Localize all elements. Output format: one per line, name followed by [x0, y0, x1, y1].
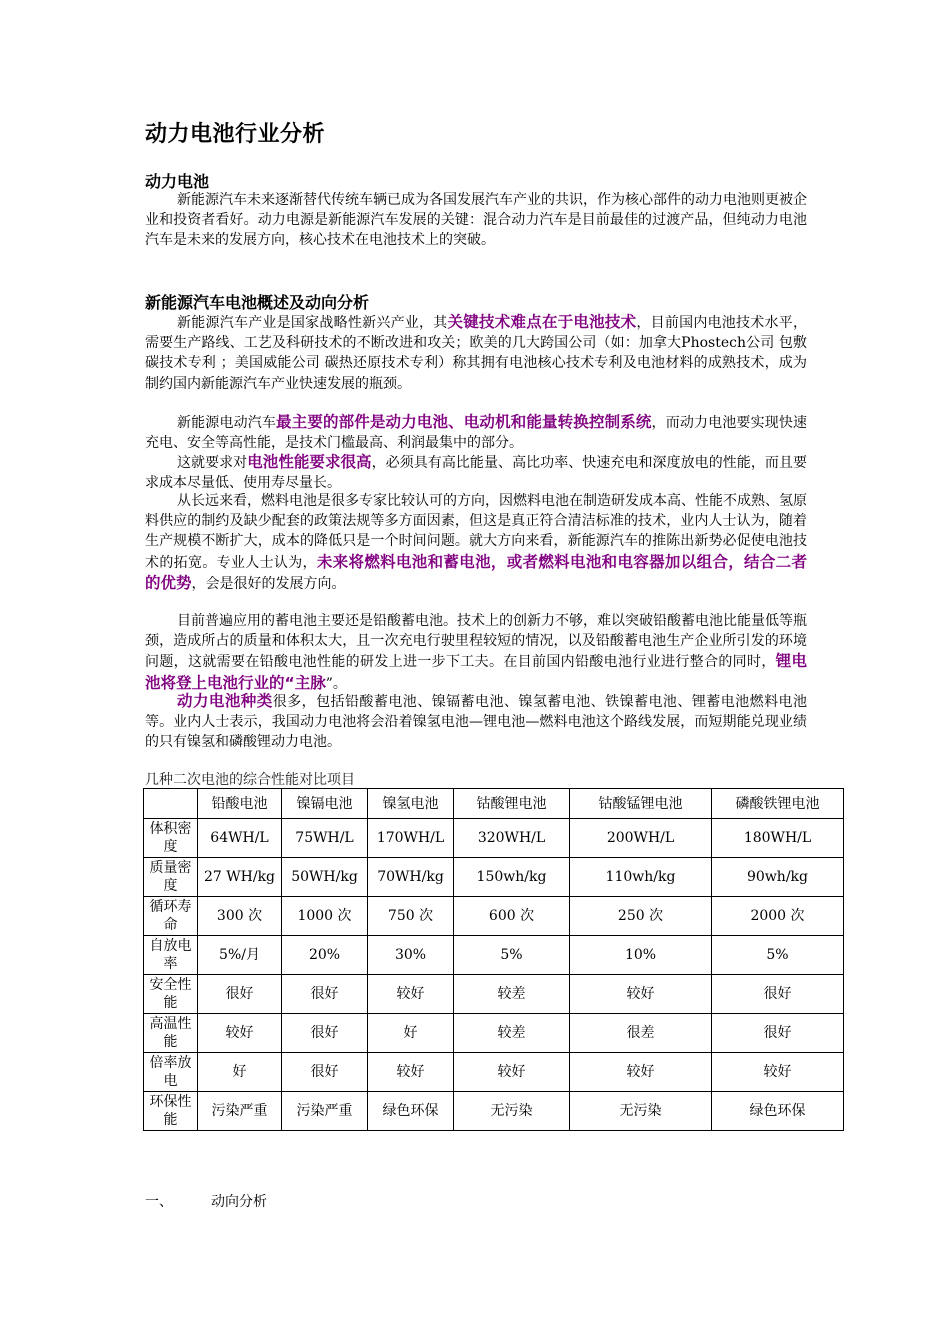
next-section-heading: [145, 1191, 267, 1211]
table-cell: 好: [368, 1014, 454, 1053]
row-label: 自放电率: [144, 936, 198, 975]
table-cell: 5%/月: [198, 936, 282, 975]
paragraph-key-components: [145, 412, 807, 453]
text: ，会是很好的发展方向。: [191, 575, 346, 592]
table-cell: 90wh/kg: [712, 858, 844, 897]
paragraph-battery-types: [145, 691, 807, 753]
table-cell: 320WH/L: [454, 819, 570, 858]
table-row: [144, 1014, 844, 1053]
table-cell: 较好: [712, 1053, 844, 1092]
highlight-text: 锂电池将登上电池行业的“主脉: [145, 652, 807, 692]
table-header-row: [144, 789, 844, 819]
table-cell: 污染严重: [282, 1092, 368, 1131]
text: 新能源电动汽车: [177, 415, 277, 431]
table-cell: 无污染: [570, 1092, 712, 1131]
text: 从长远来看，燃料电池是很多专家比较认可的方向，因燃料电池在制造研发成本高、性能不成熟、氢原料供应的制约及缺少配套的政策法规等多方面因素，但这是真正符合清洁标准的技术，业内人士认为，随着生产规模不断扩大，成本的降低只是一个时间问题。就大方向来看，新能源汽车的推陈出新势必促使电池技术的拓宽。专业人士认为，: [145, 493, 807, 571]
table-cell: 较好: [454, 1053, 570, 1092]
table-cell: 很好: [282, 1014, 368, 1053]
paragraph-lead-acid: [145, 611, 807, 694]
table-cell: 180WH/L: [712, 819, 844, 858]
table-row: [144, 936, 844, 975]
section-heading-power-battery: 动力电池: [145, 172, 210, 191]
table-header-cell: 铅酸电池: [198, 789, 282, 819]
table-header-cell: 钴酸锰锂电池: [570, 789, 712, 819]
highlight-text: 电池性能要求很高: [247, 453, 372, 471]
highlight-text: 未来将燃料电池和蓄电池，或者燃料电池和电容器加以组合，结合二者的优势: [145, 552, 807, 592]
table-cell: 110wh/kg: [570, 858, 712, 897]
highlight-text: 关键技术难点在于电池技术: [447, 313, 637, 331]
row-label: 倍率放电: [144, 1053, 198, 1092]
table-cell: 较好: [570, 975, 712, 1014]
table-cell: 75WH/L: [282, 819, 368, 858]
table-cell: 无污染: [454, 1092, 570, 1131]
table-cell: 150wh/kg: [454, 858, 570, 897]
table-header-cell: 磷酸铁锂电池: [712, 789, 844, 819]
table-row: [144, 1092, 844, 1131]
table-cell: 200WH/L: [570, 819, 712, 858]
table-cell: 10%: [570, 936, 712, 975]
table-cell: 较好: [368, 975, 454, 1014]
table-cell: 较好: [198, 1014, 282, 1053]
table-header-cell: 镍氢电池: [368, 789, 454, 819]
row-label: 体积密度: [144, 819, 198, 858]
table-cell: 1000 次: [282, 897, 368, 936]
table-cell: 600 次: [454, 897, 570, 936]
text: 新能源汽车产业是国家战略性新兴产业，其: [177, 315, 448, 331]
table-cell: 很好: [282, 975, 368, 1014]
table-cell: 较好: [570, 1053, 712, 1092]
row-label: 循环寿命: [144, 897, 198, 936]
paragraph-performance: [145, 452, 807, 493]
table-cell: 较差: [454, 975, 570, 1014]
table-cell: 750 次: [368, 897, 454, 936]
text: ”。: [325, 675, 347, 692]
battery-comparison-table: [143, 788, 844, 1131]
table-cell: 很好: [712, 975, 844, 1014]
table-cell: 70WH/kg: [368, 858, 454, 897]
table-row: [144, 897, 844, 936]
table-caption: 几种二次电池的综合性能对比项目: [145, 772, 355, 788]
row-label: 安全性能: [144, 975, 198, 1014]
table-cell: 5%: [712, 936, 844, 975]
highlight-text: 最主要的部件是动力电池、电动机和能量转换控制系统: [276, 413, 652, 431]
paragraph-industry: [145, 312, 807, 394]
text: 目前普遍应用的蓄电池主要还是铅酸蓄电池。技术上的创新力不够，难以突破铅酸蓄电池比能量低等瓶颈，造成所占的质量和体积太大，且一次充电行驶里程较短的情况，以及铅酸蓄电池生产企业所引发的环境问题，这就需要在铅酸电池性能的研发上进一步下工夫。在目前国内铅酸电池行业进行整合的同时，: [145, 613, 807, 671]
highlight-text: 动力电池种类: [177, 692, 273, 710]
table-cell: 较好: [368, 1053, 454, 1092]
row-label: 环保性能: [144, 1092, 198, 1131]
table-cell: 27 WH/kg: [198, 858, 282, 897]
table-row: [144, 1053, 844, 1092]
table-cell: 2000 次: [712, 897, 844, 936]
table-cell: 30%: [368, 936, 454, 975]
page-title: 动力电池行业分析: [145, 122, 326, 147]
section-title: 动向分析: [211, 1194, 267, 1210]
table-cell: 较差: [454, 1014, 570, 1053]
table-cell: 很好: [282, 1053, 368, 1092]
table-cell: 50WH/kg: [282, 858, 368, 897]
table-header-cell: 钴酸锂电池: [454, 789, 570, 819]
text: 很多，包括铅酸蓄电池、镍镉蓄电池、镍氢蓄电池、铁镍蓄电池、锂蓄电池燃料电池等。业内人士表示，我国动力电池将会沿着镍氢电池—锂电池—燃料电池这个路线发展，而短期能兑现业绩的只有镍氢和磷酸锂动力电池。: [145, 694, 807, 751]
row-label: 高温性能: [144, 1014, 198, 1053]
text: ，目前国内电池技术水平，需要生产路线、工艺及科研技术的不断改进和攻关；欧美的几大跨国公司（如：加拿大Phostech公司 包敷碳技术专利 ；美国威能公司 碳热还原技术专利）称其拥有电池核心技术专利及电池材料的成熟技术，成为制约国内新能源汽车产业快速发展的瓶颈。: [145, 315, 807, 392]
table-row: [144, 819, 844, 858]
row-label: 质量密度: [144, 858, 198, 897]
paragraph-intro: 新能源汽车未来逐渐替代传统车辆已成为各国发展汽车产业的共识，作为核心部件的动力电池则更被企业和投资者看好。动力电源是新能源汽车发展的关键：混合动力汽车是目前最佳的过渡产品，但纯动力电池汽车是未来的发展方向，核心技术在电池技术上的突破。: [145, 192, 807, 249]
table-cell: 好: [198, 1053, 282, 1092]
table-cell: 250 次: [570, 897, 712, 936]
table-cell: 300 次: [198, 897, 282, 936]
table-cell: 很好: [712, 1014, 844, 1053]
table-row: [144, 858, 844, 897]
table-cell: 很好: [198, 975, 282, 1014]
section-heading-overview: 新能源汽车电池概述及动向分析: [145, 293, 370, 312]
table-header-cell: 镍镉电池: [282, 789, 368, 819]
table-cell: 5%: [454, 936, 570, 975]
table-cell: 20%: [282, 936, 368, 975]
table-cell: 绿色环保: [368, 1092, 454, 1131]
table-header-cell: [144, 789, 198, 819]
table-cell: 污染严重: [198, 1092, 282, 1131]
table-cell: 很差: [570, 1014, 712, 1053]
paragraph-fuel-cell: [145, 491, 807, 594]
table-cell: 64WH/L: [198, 819, 282, 858]
table-row: [144, 975, 844, 1014]
table-cell: 170WH/L: [368, 819, 454, 858]
section-number: 一、: [145, 1194, 173, 1210]
text: ，必须具有高比能量、高比功率、快速充电和深度放电的性能，而且要求成本尽量低、使用寿尽量长。: [145, 455, 807, 492]
text: 这就要求对: [177, 455, 248, 471]
text: ，而动力电池要实现快速充电、安全等高性能，是技术门槛最高、利润最集中的部分。: [145, 415, 808, 452]
table-cell: 绿色环保: [712, 1092, 844, 1131]
